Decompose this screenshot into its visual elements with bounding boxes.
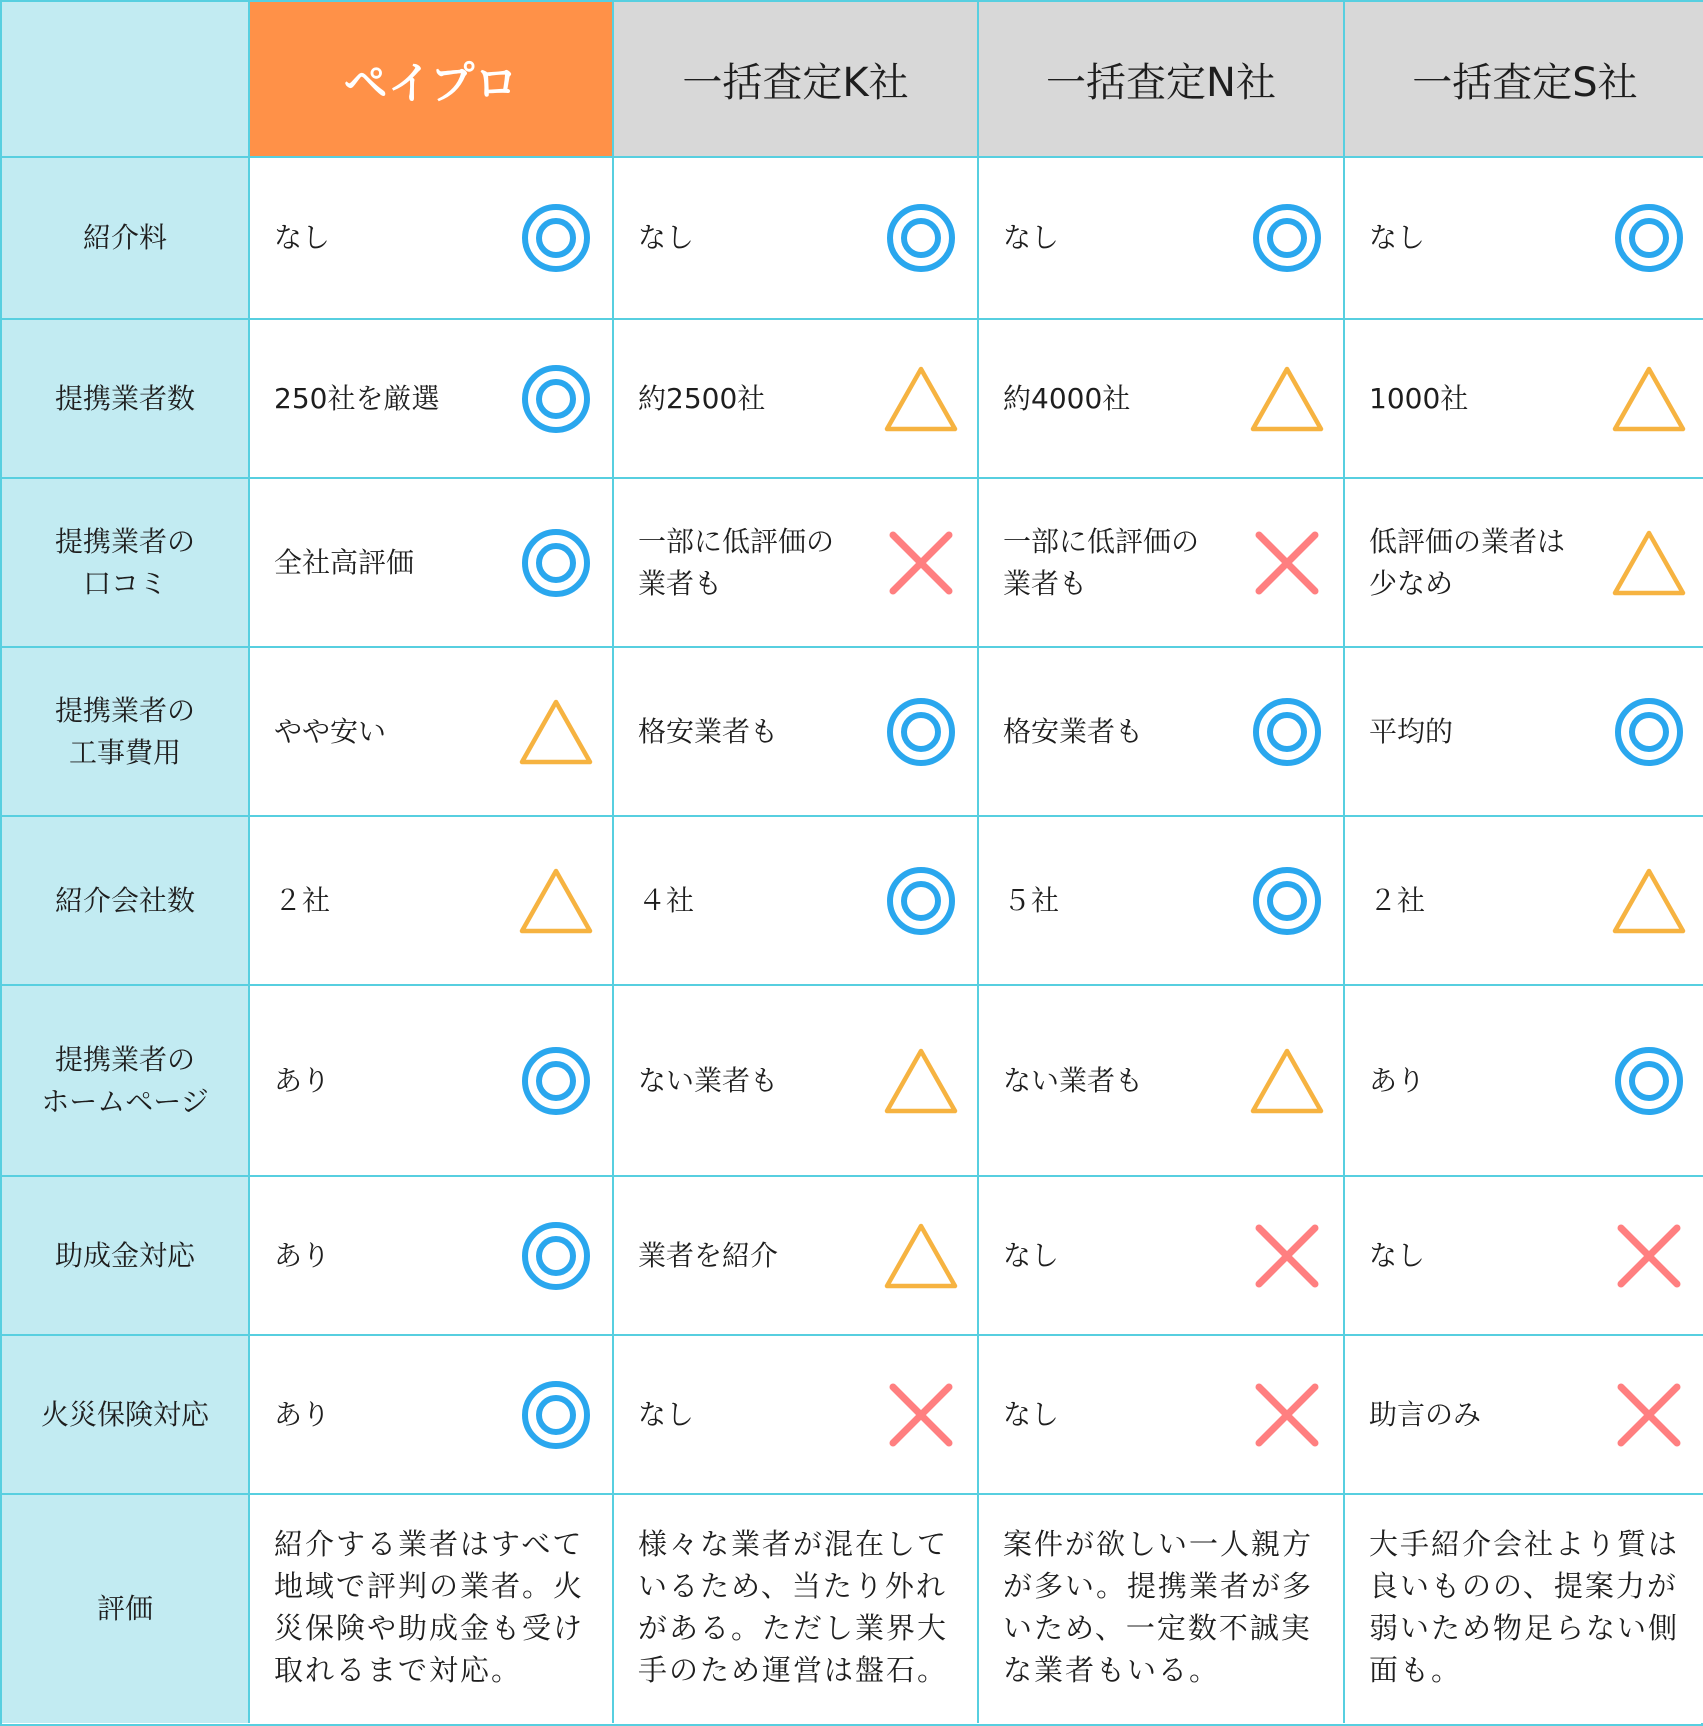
table-cell	[1345, 817, 1703, 986]
cell-text: ２社	[1369, 883, 1426, 917]
cell-text: なし	[1369, 1238, 1426, 1272]
table-cell	[614, 320, 979, 479]
cell-text: 低評価の業者は 少なめ	[1369, 524, 1566, 600]
table-cell	[1345, 320, 1703, 479]
double-circle-icon	[518, 1043, 594, 1119]
column-header-s: 一括査定S社	[1345, 2, 1703, 158]
evaluation-cell	[250, 1495, 614, 1723]
double-circle-icon	[518, 200, 594, 276]
cross-icon	[1249, 1377, 1325, 1453]
cell-text: 格安業者も	[1003, 714, 1144, 748]
double-circle-icon	[883, 694, 959, 770]
triangle-icon	[518, 694, 594, 770]
table-cell	[979, 986, 1345, 1177]
cross-icon	[1249, 1218, 1325, 1294]
table-cell	[614, 1177, 979, 1336]
table-cell	[250, 986, 614, 1177]
cell-text: なし	[274, 221, 331, 254]
cell-text: 1000社	[1369, 381, 1469, 415]
evaluation-cell	[1345, 1495, 1703, 1723]
double-circle-icon	[1249, 694, 1325, 770]
triangle-icon	[883, 1043, 959, 1119]
table-cell	[979, 479, 1345, 648]
cell-text: 助言のみ	[1369, 1397, 1482, 1431]
table-cell	[1345, 479, 1703, 648]
table-cell	[979, 1177, 1345, 1336]
double-circle-icon	[518, 1377, 594, 1453]
cell-text: なし	[1003, 1397, 1060, 1431]
cell-text: 250社を厳選	[274, 381, 440, 415]
row-label: 紹介会社数	[2, 817, 250, 986]
cell-text: 一部に低評価の 業者も	[638, 524, 835, 600]
double-circle-icon	[1611, 694, 1687, 770]
table-cell	[250, 1177, 614, 1336]
table-cell	[979, 320, 1345, 479]
cell-text: 全社高評価	[274, 545, 415, 579]
cell-text: 平均的	[1369, 714, 1454, 748]
triangle-icon	[1611, 361, 1687, 437]
cell-text: なし	[638, 221, 695, 254]
table-cell	[614, 986, 979, 1177]
cell-text: あり	[274, 1238, 331, 1272]
double-circle-icon	[883, 200, 959, 276]
table-cell	[614, 479, 979, 648]
evaluation-cell	[614, 1495, 979, 1723]
cross-icon	[1611, 1377, 1687, 1453]
table-cell	[1345, 1177, 1703, 1336]
table-cell	[979, 1336, 1345, 1495]
evaluation-text: 案件が欲しい一人親方が多い。提携業者が多いため、一定数不誠実な業者もいる。	[1003, 1527, 1314, 1687]
corner-cell	[2, 2, 250, 158]
table-cell	[979, 648, 1345, 817]
row-label: 提携業者数	[2, 320, 250, 479]
cross-icon	[883, 525, 959, 601]
table-cell	[614, 158, 979, 320]
triangle-icon	[1611, 863, 1687, 939]
column-header-k: 一括査定K社	[614, 2, 979, 158]
triangle-icon	[883, 1218, 959, 1294]
cell-text: 格安業者も	[638, 714, 779, 748]
row-label: 提携業者の ホームページ	[2, 986, 250, 1177]
cell-text: あり	[1369, 1063, 1426, 1097]
cell-text: ５社	[1003, 883, 1060, 917]
cross-icon	[1249, 525, 1325, 601]
cell-text: 約2500社	[638, 381, 766, 415]
triangle-icon	[1611, 525, 1687, 601]
cross-icon	[1611, 1218, 1687, 1294]
table-cell	[250, 479, 614, 648]
table-cell	[614, 1336, 979, 1495]
cell-text: ４社	[638, 883, 695, 917]
column-header-paypro: ペイプロ	[250, 2, 614, 158]
double-circle-icon	[1611, 200, 1687, 276]
column-header-n: 一括査定N社	[979, 2, 1345, 158]
table-cell	[1345, 1336, 1703, 1495]
triangle-icon	[1249, 1043, 1325, 1119]
table-cell	[250, 817, 614, 986]
row-label: 助成金対応	[2, 1177, 250, 1336]
double-circle-icon	[1249, 863, 1325, 939]
cell-text: なし	[1003, 221, 1060, 254]
cell-text: あり	[274, 1397, 331, 1431]
double-circle-icon	[1249, 200, 1325, 276]
cell-text: 業者を紹介	[638, 1238, 779, 1272]
cell-text: ない業者も	[1003, 1063, 1144, 1097]
row-label: 紹介料	[2, 158, 250, 320]
cell-text: あり	[274, 1063, 331, 1097]
table-cell	[250, 648, 614, 817]
row-label: 提携業者の 工事費用	[2, 648, 250, 817]
triangle-icon	[1249, 361, 1325, 437]
double-circle-icon	[1611, 1043, 1687, 1119]
double-circle-icon	[518, 361, 594, 437]
cross-icon	[883, 1377, 959, 1453]
row-label: 提携業者の 口コミ	[2, 479, 250, 648]
table-cell	[250, 320, 614, 479]
cell-text: 一部に低評価の 業者も	[1003, 524, 1200, 600]
cell-text: 約4000社	[1003, 381, 1131, 415]
table-cell	[1345, 158, 1703, 320]
cell-text: やや安い	[274, 714, 387, 748]
table-cell	[614, 817, 979, 986]
cell-text: なし	[1003, 1238, 1060, 1272]
cell-text: なし	[1369, 221, 1426, 254]
cell-text: なし	[638, 1397, 695, 1431]
table-cell	[250, 158, 614, 320]
triangle-icon	[883, 361, 959, 437]
evaluation-text: 大手紹介会社より質は良いものの、提案力が弱いため物足らない側面も。	[1369, 1527, 1680, 1687]
evaluation-label: 評価	[2, 1495, 250, 1723]
table-cell	[979, 158, 1345, 320]
table-cell	[1345, 986, 1703, 1177]
evaluation-text: 紹介する業者はすべて地域で評判の業者。火災保険や助成金も受け取れるまで対応。	[274, 1527, 585, 1687]
cell-text: ない業者も	[638, 1063, 779, 1097]
table-cell	[979, 817, 1345, 986]
double-circle-icon	[518, 525, 594, 601]
row-label: 火災保険対応	[2, 1336, 250, 1495]
table-cell	[250, 1336, 614, 1495]
double-circle-icon	[883, 863, 959, 939]
double-circle-icon	[518, 1218, 594, 1294]
table-cell	[614, 648, 979, 817]
evaluation-cell	[979, 1495, 1345, 1723]
cell-text: ２社	[274, 883, 331, 917]
table-cell	[1345, 648, 1703, 817]
evaluation-text: 様々な業者が混在しているため、当たり外れがある。ただし業界大手のため運営は盤石。	[638, 1527, 949, 1687]
triangle-icon	[518, 863, 594, 939]
